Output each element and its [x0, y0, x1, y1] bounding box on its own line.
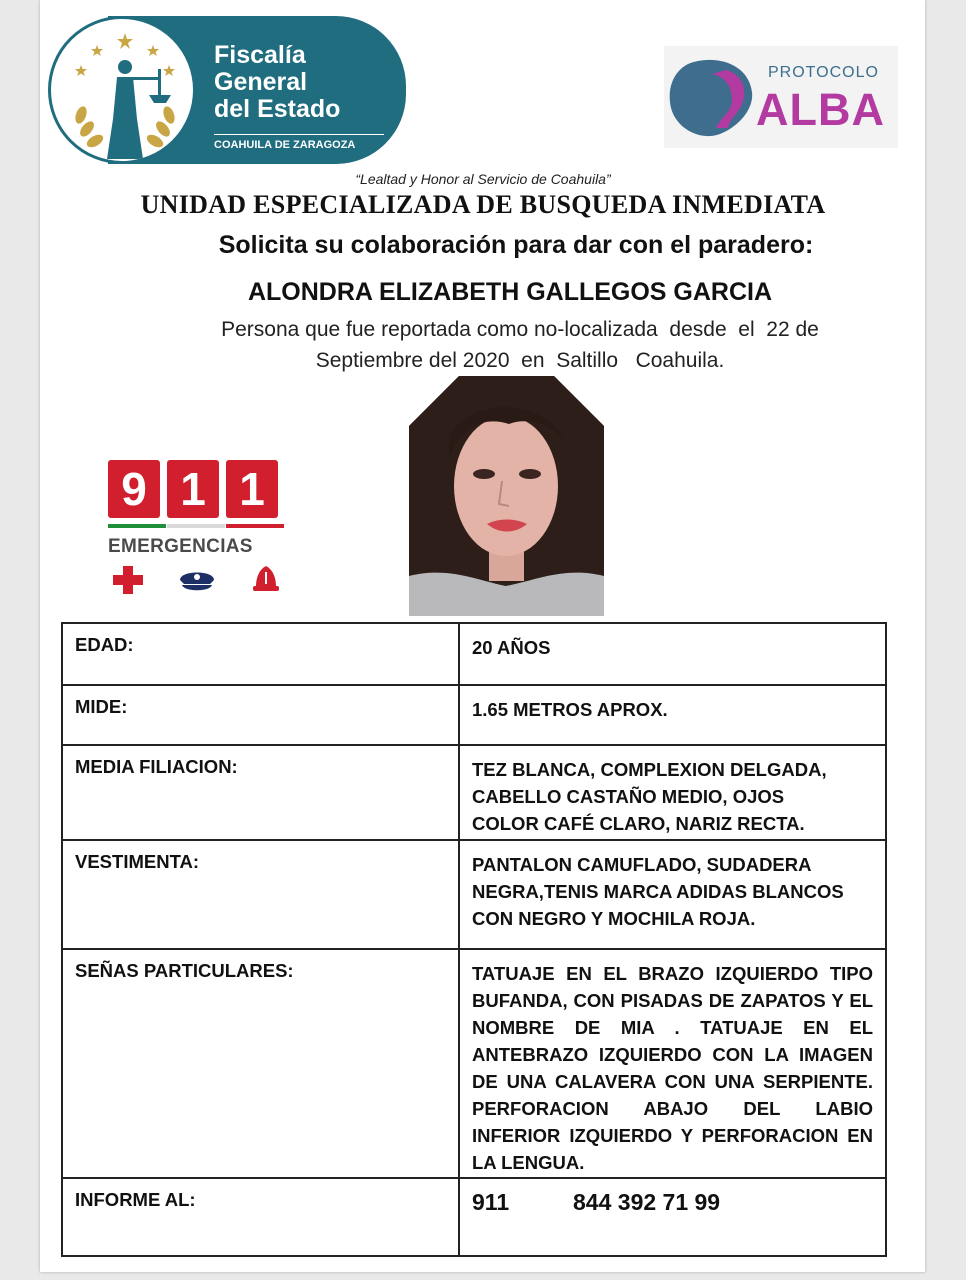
- detail-label: SEÑAS PARTICULARES:: [62, 949, 459, 1178]
- agency-logo: [48, 16, 406, 164]
- agency-name-line: Fiscalía: [214, 41, 306, 69]
- emergency-911-logo: [108, 460, 286, 600]
- details-row-marks: [62, 949, 886, 1178]
- flag-stripe-green: [108, 524, 166, 528]
- unit-title: UNIDAD ESPECIALIZADA DE BUSQUEDA INMEDIATA: [140, 190, 826, 219]
- request-heading: Solicita su colaboración para dar con el paradero:: [218, 231, 814, 259]
- contact-phone-numbers: 911 844 392 71 99: [459, 1178, 886, 1256]
- detail-label: INFORME AL:: [62, 1178, 459, 1256]
- agency-name-line: General: [214, 68, 308, 96]
- detail-value: TEZ BLANCA, COMPLEXION DELGADA, CABELLO CASTAÑO MEDIO, OJOS COLOR CAFÉ CLARO, NARIZ RECTA.: [459, 745, 886, 840]
- agency-name: [214, 42, 340, 123]
- agency-state: COAHUILA DE ZARAGOZA: [214, 134, 384, 151]
- protocol-alba-logo: [664, 46, 898, 148]
- detail-label: MIDE:: [62, 685, 459, 745]
- police-cap-icon: [178, 568, 216, 594]
- detail-label: EDAD:: [62, 623, 459, 685]
- agency-name-line: del Estado: [214, 95, 341, 123]
- protocol-name: ALBA: [756, 84, 885, 135]
- woman-profile-icon: [668, 56, 758, 140]
- details-row-description: [62, 745, 886, 840]
- details-row-age: [62, 623, 886, 685]
- justice-emblem-icon: [48, 16, 196, 164]
- emergency-digit: 9: [108, 460, 160, 518]
- flag-stripe-white: [167, 524, 225, 528]
- emergency-digit: 1: [167, 460, 219, 518]
- details-row-clothing: [62, 840, 886, 949]
- firefighter-helmet-icon: [252, 564, 280, 594]
- flag-stripe-red: [226, 524, 284, 528]
- emergency-digit: 1: [226, 460, 278, 518]
- details-table: [61, 622, 887, 1257]
- missing-person-photo: [409, 376, 604, 616]
- report-description: Persona que fue reportada como no-localizada desde el 22 de Septiembre del 2020 en Saltillo Coahuila.: [221, 318, 819, 372]
- red-cross-icon: [112, 566, 144, 594]
- detail-value: 20 AÑOS: [459, 623, 886, 685]
- detail-value: TATUAJE EN EL BRAZO IZQUIERDO TIPO BUFANDA, CON PISADAS DE ZAPATOS Y EL NOMBRE DE MIA . TATUAJE EN EL ANTEBRAZO IZQUIERDO CON LA IMAGEN DE UNA CALAVERA CON UNA SERPIENTE. PERFORACION ABAJO DEL LABIO INFERIOR IZQUIERDO Y PERFORACION EN LA LENGUA.: [459, 949, 886, 1178]
- missing-person-name: ALONDRA ELIZABETH GALLEGOS GARCIA: [247, 278, 773, 306]
- agency-motto: “Lealtad y Honor al Servicio de Coahuila”: [355, 171, 611, 187]
- detail-value: 1.65 METROS APROX.: [459, 685, 886, 745]
- details-row-contact: [62, 1178, 886, 1256]
- protocol-label: PROTOCOLO: [768, 64, 879, 81]
- emergency-label: EMERGENCIAS: [108, 536, 253, 557]
- details-row-height: [62, 685, 886, 745]
- detail-value: PANTALON CAMUFLADO, SUDADERA NEGRA,TENIS MARCA ADIDAS BLANCOS CON NEGRO Y MOCHILA ROJA.: [459, 840, 886, 949]
- detail-label: MEDIA FILIACION:: [62, 745, 459, 840]
- detail-label: VESTIMENTA:: [62, 840, 459, 949]
